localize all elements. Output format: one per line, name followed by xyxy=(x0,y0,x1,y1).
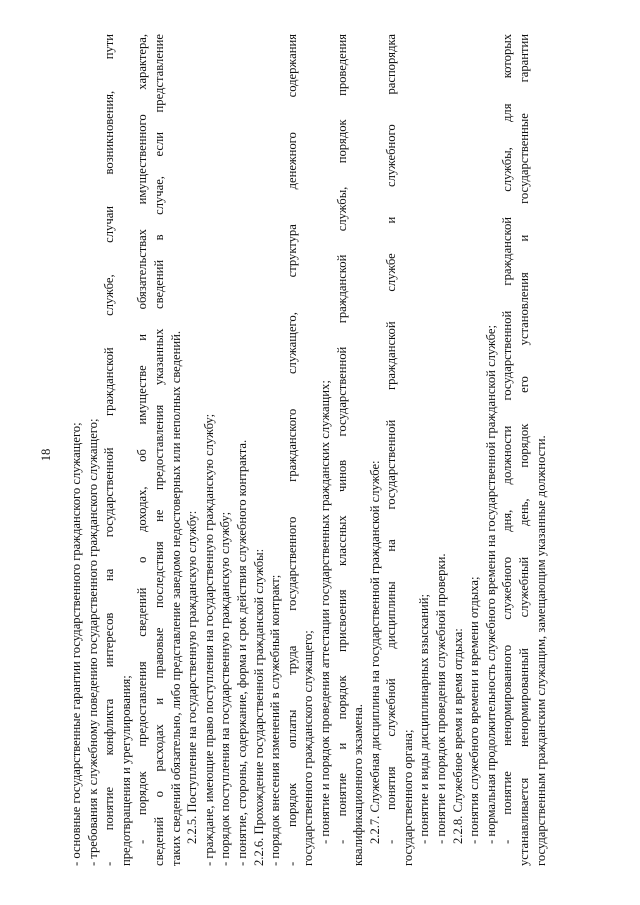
text-line: - требования к служебному поведению государственного гражданского служащего; xyxy=(85,418,100,866)
text-line: - основные государственные гарантии государственного гражданского служащего; xyxy=(69,422,83,866)
text-line: таких сведений обязательно, либо представление заведомо недостоверных или неполных сведений. xyxy=(168,331,183,866)
text-line: - порядок предоставления сведений о доходах, об имуществе и обязательствах имущественного характера, xyxy=(135,34,150,844)
text-line: - понятие и порядок присвоения классных чинов государственной гражданской службы, порядок проведения xyxy=(334,34,349,844)
text-line: 2.2.6. Прохождение государственной гражданской службы: xyxy=(251,548,266,866)
text-line: - граждане, имеющие право поступления на государственную гражданскую службу; xyxy=(201,413,216,866)
text-line: - понятие конфликта интересов на государственной гражданской службе, случаи возникновения, пути xyxy=(102,34,117,866)
text-line: 2.2.8. Служебное время и время отдыха: xyxy=(450,628,465,844)
text-line: сведений о расходах и правовые последствия не предоставления указанных сведений в случае, если представление xyxy=(151,34,166,866)
text-line: - понятие и виды дисциплинарных взысканий; xyxy=(417,594,432,844)
page-number: 18 xyxy=(39,448,53,462)
text-line: 2.2.5. Поступление на государственную гражданскую службу: xyxy=(185,510,200,844)
text-line: устанавливается ненормированный служебный день, порядок его установления и государственные гарантии xyxy=(517,34,532,866)
text-line: - понятие и порядок проведения служебной проверки. xyxy=(434,553,449,844)
text-line: - порядок поступления на государственную гражданскую службу; xyxy=(218,511,233,866)
text-line: - порядок оплаты труда государственного гражданского служащего, структура денежного содержания xyxy=(284,34,299,866)
text-line: - понятие ненормированного служебного дня, должности государственной гражданской службы, для которых xyxy=(500,34,515,844)
text-line: государственным гражданским служащим, замещающим указанные должности. xyxy=(533,435,548,866)
text-line: квалификационного экзамена. xyxy=(351,704,366,866)
text-line: государственного гражданского служащего; xyxy=(301,630,316,866)
text-line: 2.2.7. Служебная дисциплина на государственной гражданской службе: xyxy=(367,460,382,844)
text-line: - понятие, стороны, содержание, форма и срок действия служебного контракта. xyxy=(234,439,249,866)
rotated-text-block xyxy=(68,34,572,866)
text-line: - понятия служебного времени и времени отдыха; xyxy=(467,576,482,844)
text-line: - понятие и порядок проведения аттестации государственных гражданских служащих; xyxy=(317,380,332,844)
text-line: государственного органа; xyxy=(400,729,415,866)
text-line: предотвращения и урегулирования; xyxy=(118,675,133,866)
text-line: - порядок внесения изменений в служебный контракт; xyxy=(268,574,283,866)
text-line: - понятия служебной дисциплины на государственной гражданской службе и служебного распорядка xyxy=(384,34,399,844)
text-line: - нормальная продолжительность служебного времени на государственной гражданской службе; xyxy=(483,325,498,844)
